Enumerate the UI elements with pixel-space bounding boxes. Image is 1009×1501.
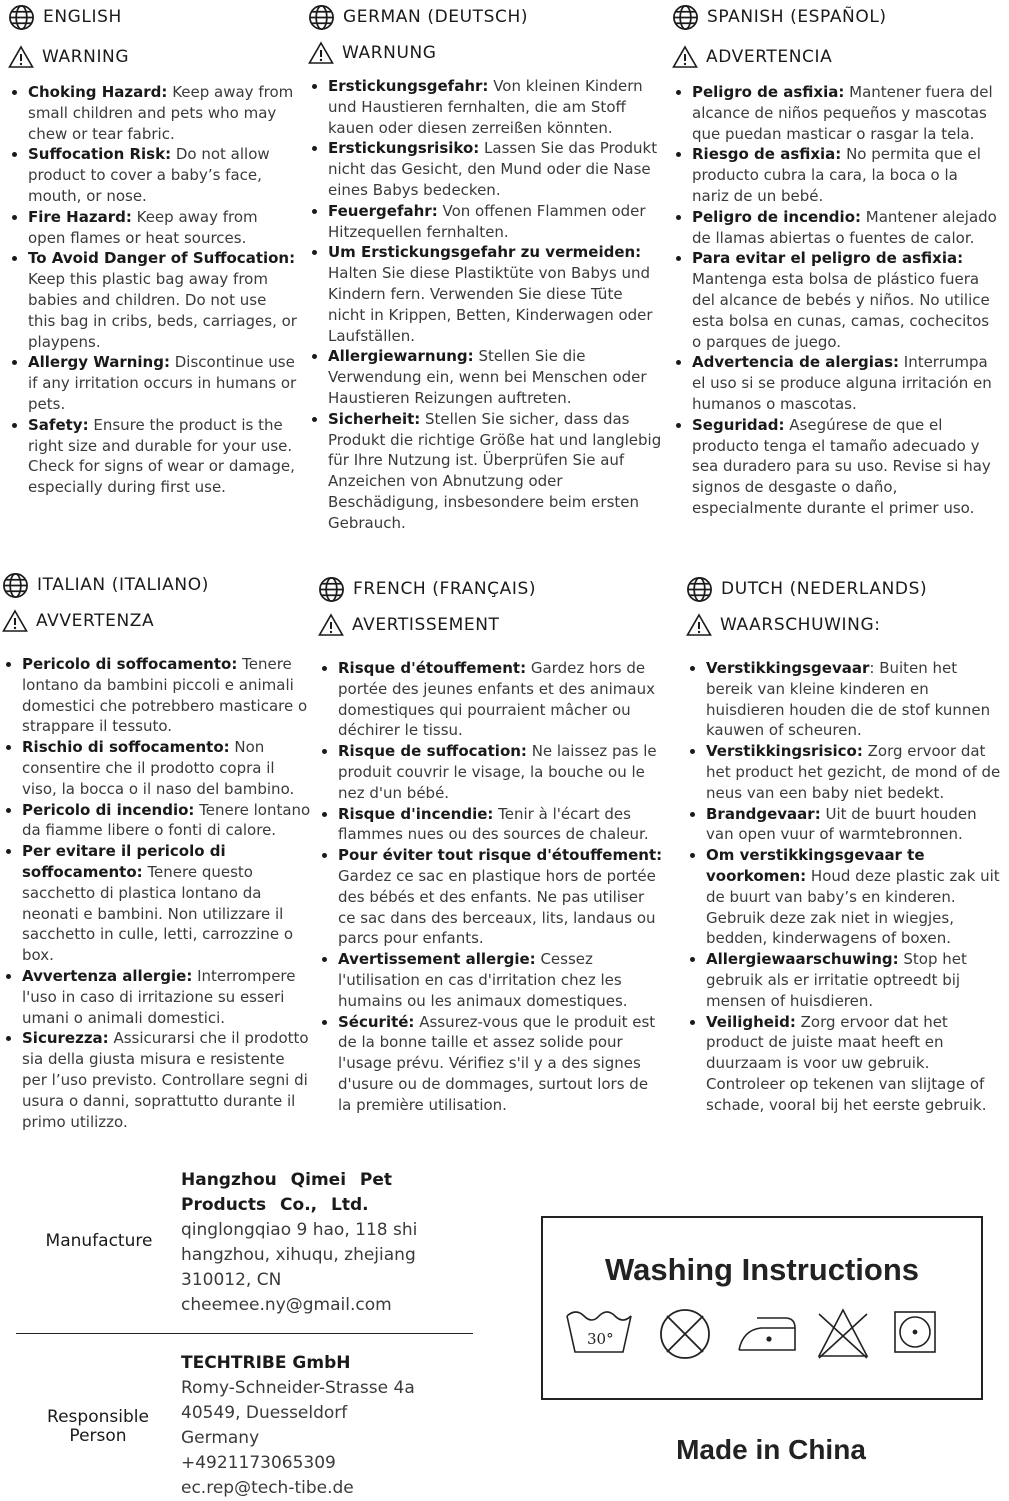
warning-heading [308, 38, 664, 68]
section-divider [16, 1333, 473, 1334]
warning-item [22, 966, 312, 1028]
language-section-french [318, 574, 663, 1116]
warning-item-text: Assicurarsi che il prodotto sia della giusta misura e resistente per l’uso previsto. Controllare segni di usura o danni, soprattutto durante il primo utilizzo. [22, 1029, 309, 1131]
warning-item-title: Para evitar el peligro de asfixia: [692, 249, 964, 268]
warning-list [672, 82, 997, 519]
warning-list [686, 658, 1008, 1116]
warning-item-text: : Buiten het bereik van kleine kinderen en huisdieren houden die de stof kunnen kauwen of scheuren. [706, 659, 991, 740]
warning-item-title: Pericolo di soffocamento: [22, 655, 238, 673]
globe-icon [8, 4, 35, 31]
language-title [318, 574, 663, 604]
warning-item [338, 804, 663, 846]
warning-item-text: Uit de buurt houden van open vuur of warmtebronnen. [706, 804, 977, 844]
warning-item-title: Avvertenza allergie: [22, 966, 193, 985]
globe-icon [686, 576, 713, 603]
warning-item-title: Riesgo de asfixia: [692, 145, 842, 164]
warning-item-text: Mantener fuera del alcance de niños pequeños y mascotas que puedan masticar o rasgar la tela. [692, 83, 993, 143]
warning-item-title: Allergiewaarschuwing: [706, 950, 899, 969]
warning-item-text: Von offenen Flammen oder Hitzequellen fernhalten. [328, 201, 646, 241]
warning-item-text: Von kleinen Kindern und Haustieren fernhalten, die am Stoff kauen oder diesen zerreißen könnten. [328, 77, 643, 137]
language-title [686, 574, 1008, 604]
wash-temperature: 30° [587, 1330, 614, 1348]
warning-item-text: Tenere questo sacchetto di plastica lontano da neonati e bambini. Non utilizzare il sacchetto in culle, letti, carrozzine o box. [22, 862, 294, 965]
warning-item-title: Verstikkingsrisico: [706, 742, 863, 761]
warning-item-title: Sicurezza: [22, 1029, 109, 1048]
tumble-dry-low-icon [895, 1312, 935, 1352]
washing-instructions-box [541, 1216, 983, 1400]
warning-item-text: Asegúrese de que el producto tenga el tamaño adecuado y sea duradero para su uso. Revise si hay signos de desgaste o daño, especialmente durante el primer uso. [692, 415, 991, 517]
warning-item-title: Risque d'étouffement: [338, 659, 527, 677]
warning-item [338, 741, 663, 803]
warning-item-title: Erstickungsgefahr: [328, 77, 489, 95]
warning-item-text: Tenere lontano da fiamme libere o fonti di calore. [22, 800, 311, 840]
globe-icon [2, 572, 29, 599]
warning-item-text: Stellen Sie sicher, dass das Produkt die richtige Größe hat und langlebig für Ihre Nutzung ist. Überprüfen Sie auf Anzeichen von Abnutzung oder Beschädigung, insbesondere beim ersten Gebrauch. [328, 409, 662, 532]
language-title [2, 570, 312, 600]
warning-item-title: Verstikkingsgevaar [706, 659, 870, 677]
wash-30-icon [567, 1312, 631, 1352]
warning-item [338, 845, 663, 949]
warning-item-text: Zorg ervoor dat het product het gezicht, de mond of de neus van een baby niet bedekt. [706, 742, 1001, 802]
language-name: FRENCH (FRANÇAIS) [353, 578, 537, 599]
warning-item-title: To Avoid Danger of Suffocation: [28, 249, 296, 268]
warning-item-title: Suffocation Risk: [28, 145, 172, 164]
warning-list [2, 654, 312, 1132]
warning-item-title: Pericolo di incendio: [22, 800, 195, 819]
warning-item [22, 1028, 312, 1132]
warning-item-title: Per evitare il pericolo di soffocamento: [22, 842, 226, 881]
made-in-label: Made in China [676, 1434, 866, 1465]
do-not-bleach-icon [661, 1310, 709, 1358]
warning-item-text: Assurez-vous que le produit est de la bonne taille et assez solide pour l'usage prévu. Vérifiez s'il y a des signes d'usure ou de dommages, surtout lors de la première utilisation. [338, 1012, 656, 1114]
warning-item [28, 352, 298, 414]
warning-item-title: Erstickungsrisiko: [328, 139, 480, 158]
warning-triangle-icon [8, 45, 34, 69]
responsible-company: TECHTRIBE GmbH [181, 1353, 351, 1373]
language-section-dutch [686, 574, 1008, 1116]
warning-item [706, 741, 1008, 803]
warning-item [706, 658, 1008, 741]
warning-item [328, 346, 664, 408]
warning-triangle-icon [672, 45, 698, 69]
language-name: ITALIAN (ITALIANO) [37, 574, 209, 595]
language-section-spanish [672, 2, 997, 519]
warning-item [28, 207, 298, 249]
warning-item [706, 845, 1008, 949]
warning-item-text: Gardez ce sac en plastique hors de portée des bébés et des enfants. Ne pas utiliser ce sac dans des berceaux, lits, landaus ou parcs pour enfants. [338, 866, 656, 948]
warning-item [692, 207, 997, 249]
language-section-german [308, 2, 664, 534]
email-text: cheemee.ny@gmail.com [181, 1295, 392, 1315]
address-line: 40549, Duesseldorf [181, 1403, 348, 1423]
language-section-english [8, 2, 298, 498]
warning-item [328, 409, 664, 534]
warning-item [28, 248, 298, 352]
responsible-label-line: Person [69, 1426, 127, 1446]
address-line: qinglongqiao 9 hao, 118 shi [181, 1220, 418, 1240]
warning-item-title: Om verstikkingsgevaar te voorkomen: [706, 846, 925, 885]
warning-item-text: Gardez hors de portée des jeunes enfants et des animaux domestiques qui pourraient mâcher ou déchirer le tissu. [338, 659, 655, 740]
language-name: GERMAN (DEUTSCH) [343, 6, 529, 27]
address-line: 310012, CN [181, 1270, 282, 1290]
warning-item-text: Interrumpa el uso si se produce alguna irritación en humanos o mascotas. [692, 353, 992, 413]
warning-item [22, 841, 312, 966]
warning-item [692, 352, 997, 414]
warning-label: WARNING [42, 46, 130, 67]
warning-item-title: Rischio di soffocamento: [22, 738, 230, 757]
globe-icon [308, 4, 335, 31]
language-name: DUTCH (NEDERLANDS) [721, 578, 928, 599]
responsible-address [181, 1351, 481, 1501]
warning-triangle-icon [2, 609, 28, 633]
warning-label: AVERTISSEMENT [352, 614, 500, 635]
warning-item [706, 804, 1008, 846]
warning-item [706, 1012, 1008, 1116]
warning-item [328, 201, 664, 243]
warning-item [692, 82, 997, 144]
warning-item-text: Keep away from small children and pets who may chew or tear fabric. [28, 83, 294, 143]
warning-item-title: Pour éviter tout risque d'étouffement: [338, 846, 663, 865]
warning-item-title: Peligro de asfixia: [692, 83, 845, 101]
responsible-person-label [30, 1408, 166, 1446]
warning-item [22, 737, 312, 799]
address-line: Romy-Schneider-Strasse 4a [181, 1378, 415, 1398]
warning-list [318, 658, 663, 1116]
warning-triangle-icon [686, 613, 712, 637]
warning-item-title: Fire Hazard: [28, 207, 132, 226]
warning-item-title: Veiligheid: [706, 1012, 796, 1031]
warning-item-title: Safety: [28, 415, 89, 434]
warning-item [692, 144, 997, 206]
warning-item-title: Peligro de incendio: [692, 207, 861, 226]
warning-item-title: Allergiewarnung: [328, 347, 474, 366]
warning-label: WARNUNG [342, 42, 437, 63]
warning-heading [686, 610, 1008, 640]
warning-heading [318, 610, 663, 640]
language-section-italian [2, 570, 312, 1132]
address-line: hangzhou, xihuqu, zhejiang [181, 1245, 416, 1265]
warning-item-title: Risque d'incendie: [338, 804, 494, 823]
address-line: Germany [181, 1428, 260, 1448]
warning-item-text: Ne laissez pas le produit couvrir le visage, la bouche ou le nez d'un bébé. [338, 742, 657, 802]
washing-title: Washing Instructions [604, 1252, 920, 1287]
warning-item-title: Um Erstickungsgefahr zu vermeiden: [328, 243, 642, 262]
warning-item [28, 144, 298, 206]
warning-item [338, 1012, 663, 1116]
warning-triangle-icon [308, 41, 334, 65]
language-title [8, 2, 298, 32]
warning-item-text: Discontinue use if any irritation occurs in humans or pets. [28, 353, 297, 413]
warning-item [28, 82, 298, 144]
manufacture-address [181, 1168, 476, 1318]
warning-item-title: Avertissement allergie: [338, 950, 536, 969]
warning-item-text: Tenir à l'écart des flammes nues ou des sources de chaleur. [338, 804, 649, 844]
warning-item [22, 654, 312, 737]
warning-item-text: Stop het gebruik als er irritatie optreedt bij mensen of huisdieren. [706, 950, 967, 1010]
globe-icon [672, 4, 699, 31]
warning-item-text: Do not allow product to cover a baby’s face, mouth, or nose. [28, 145, 270, 205]
warning-list [308, 76, 664, 534]
warning-item-text: Keep away from open flames or heat sources. [28, 207, 258, 247]
warning-item [28, 415, 298, 498]
warning-label: WAARSCHUWING: [720, 614, 881, 635]
warning-item-title: Sécurité: [338, 1012, 415, 1031]
warning-item-title: Risque de suffocation: [338, 742, 527, 761]
warning-item [338, 949, 663, 1011]
warning-item-text: Ensure the product is the right size and durable for your use. Check for signs of wear or damage, especially during first use. [28, 415, 295, 497]
warning-item [328, 76, 664, 138]
warning-item [328, 242, 664, 346]
warning-heading [2, 606, 312, 636]
warning-item-text: Stellen Sie die Verwendung ein, wenn bei Menschen oder Haustieren Reizungen auftreten. [328, 347, 647, 407]
language-name: SPANISH (ESPAÑOL) [707, 6, 887, 27]
warning-item-title: Choking Hazard: [28, 83, 168, 101]
warning-item [692, 415, 997, 519]
care-symbols [565, 1306, 965, 1366]
warning-item-title: Sicherheit: [328, 409, 421, 428]
language-title [308, 2, 664, 32]
warning-item-text: Non consentire che il prodotto copra il viso, la bocca o il naso del bambino. [22, 738, 295, 798]
warning-item-title: Allergy Warning: [28, 353, 170, 372]
warning-item-text: Interrompere l'uso in caso di irritazione su esseri umani o animali domestici. [22, 966, 296, 1027]
warning-item-text: Houd deze plastic zak uit de buurt van baby’s en kinderen. Gebruik deze zak niet in wiegjes, bedden, kinderwagens of boxen. [706, 866, 1000, 948]
warning-item [706, 949, 1008, 1011]
warning-item-title: Advertencia de alergias: [692, 353, 899, 372]
warning-list [8, 82, 298, 498]
warning-item-text: Lassen Sie das Produkt nicht das Gesicht, den Mund oder die Nase eines Babys bedecken. [328, 139, 658, 199]
warning-heading [672, 42, 997, 72]
warning-item-text: Cessez l'utilisation en cas d'irritation chez les humains ou les animaux domestiques. [338, 950, 628, 1010]
language-title [672, 2, 997, 32]
washing-icons [565, 1306, 965, 1370]
responsible-label-line: Responsible [47, 1407, 149, 1427]
warning-item-title: Feuergefahr: [328, 201, 438, 220]
warning-item [328, 138, 664, 200]
phone-text: +4921173065309 [181, 1453, 336, 1473]
do-not-dry-clean-icon [819, 1310, 867, 1358]
manufacture-company: Hangzhou Qimei Pet Products Co., Ltd. [181, 1170, 393, 1215]
warning-item [338, 658, 663, 741]
warning-item-text: Tenere lontano da bambini piccoli e animali domestici che potrebbero masticare o strappare il tessuto. [22, 655, 308, 736]
globe-icon [318, 576, 345, 603]
warning-item-title: Brandgevaar: [706, 804, 821, 823]
warning-item [692, 248, 997, 352]
warning-heading [8, 42, 298, 72]
warning-item-text: Mantener alejado de llamas abiertas o fuentes de calor. [692, 207, 997, 247]
warning-label: ADVERTENCIA [706, 46, 833, 67]
warning-item-title: Seguridad: [692, 415, 785, 434]
email-text: ec.rep@tech-tibe.de [181, 1478, 354, 1498]
warning-item-text: No permita que el producto cubra la cara, la boca o la nariz de un bebé. [692, 145, 981, 205]
warning-item-text: Keep this plastic bag away from babies and children. Do not use this bag in cribs, beds, carriages, or playpens. [28, 270, 297, 351]
warning-triangle-icon [318, 613, 344, 637]
warning-item-text: Zorg ervoor dat het product de juiste maat heeft en duurzaam is voor uw gebruik. Controleer op tekenen van slijtage of schade, vooral bij het eerste gebruik. [706, 1012, 987, 1114]
warning-item [22, 800, 312, 842]
warning-label: AVVERTENZA [36, 610, 155, 631]
warning-item-text: Halten Sie diese Plastiktüte von Babys und Kindern fern. Verwenden Sie diese Tüte nicht in Krippen, Betten, Kinderwagen oder Laufställen. [328, 264, 653, 345]
manufacture-label: Manufacture [45, 1231, 153, 1251]
warning-item-text: Mantenga esta bolsa de plástico fuera del alcance de bebés y niños. No utilice esta bolsa en cunas, camas, cochecitos o parques de juego. [692, 270, 990, 351]
language-name: ENGLISH [43, 6, 122, 27]
iron-low-icon [739, 1318, 795, 1350]
